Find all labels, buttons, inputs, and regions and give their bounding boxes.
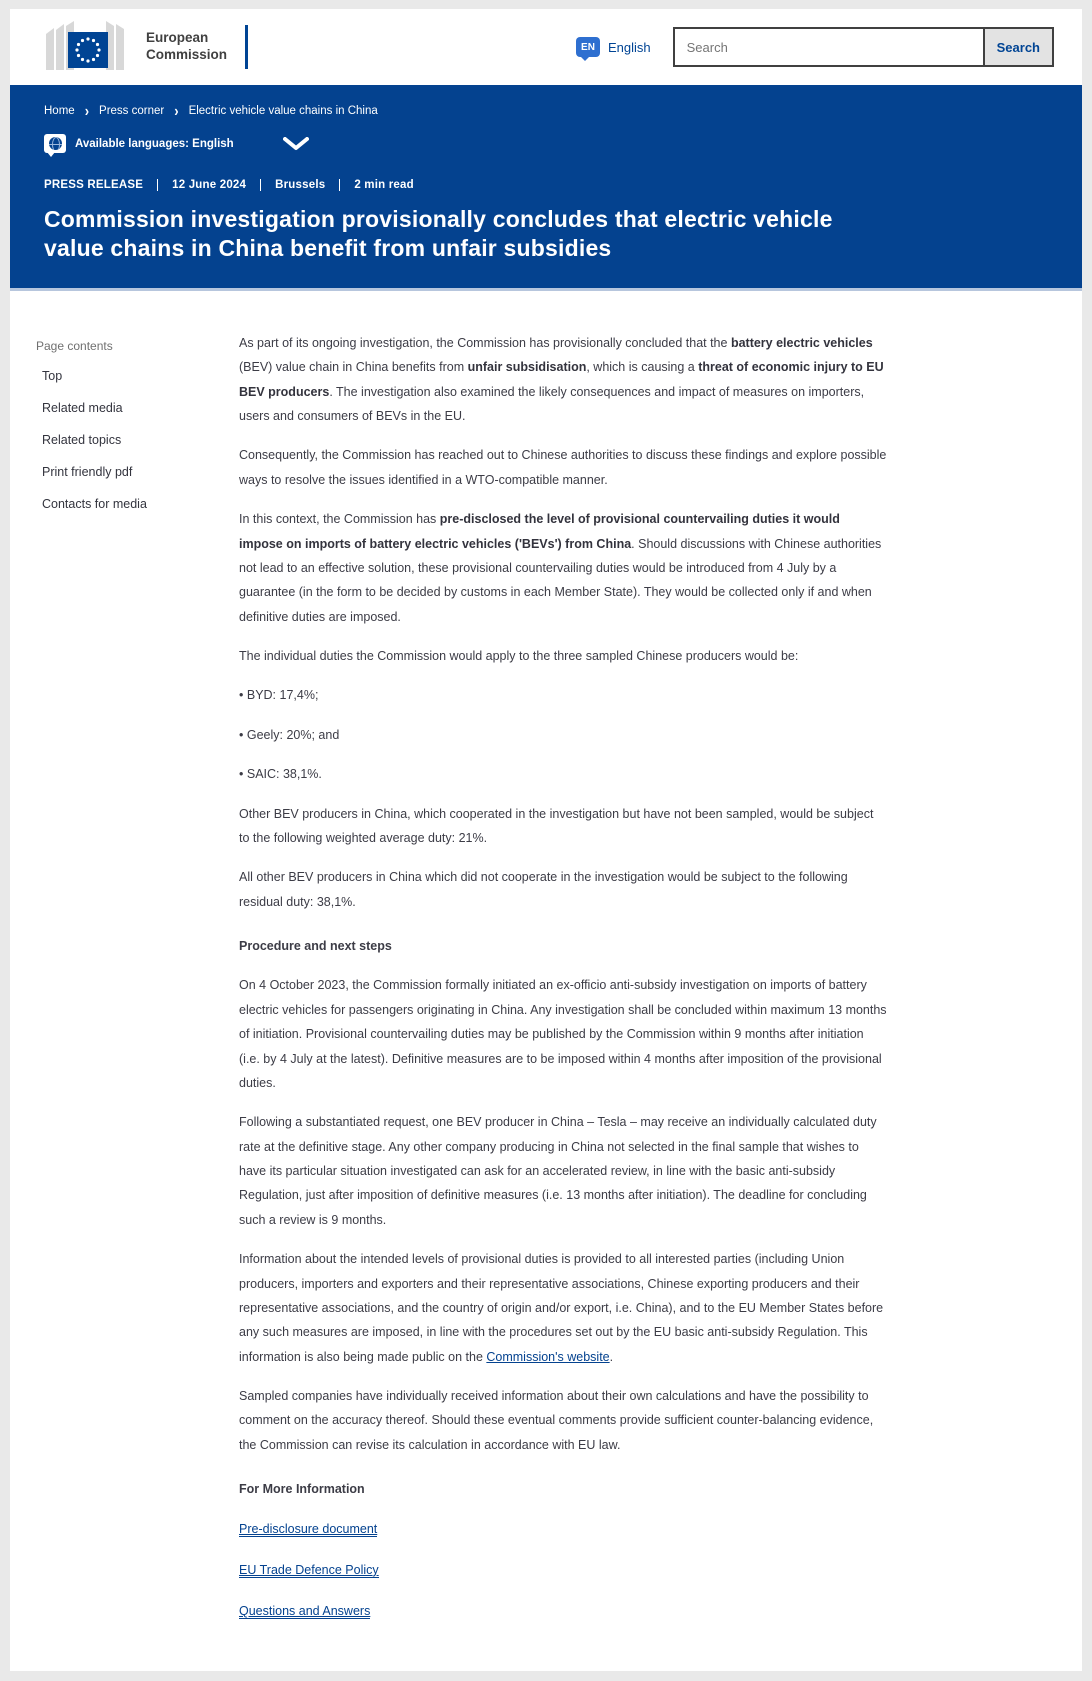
article-link-row (239, 1599, 887, 1623)
ec-logo[interactable] (44, 20, 248, 74)
article-paragraph (239, 443, 887, 492)
text: Following a substantiated request, one BEV producer in China – Tesla – may receive an individually calculated duty rate at the definitive stage. Any other company producing in China not selected in the final sample that wishes to have its particular situation investigated can ask for an accelerated review, in line with the basic anti-subsidy Regulation, just after imposition of definitive measures (i.e. 13 months after initiation). The deadline for concluding such a review is 9 months. (239, 1115, 877, 1227)
article-paragraph (239, 331, 887, 429)
search-input[interactable] (673, 27, 983, 67)
article-paragraph (239, 1247, 887, 1369)
text: As part of its ongoing investigation, the Commission has provisionally concluded that the (239, 335, 731, 350)
text: The individual duties the Commission would apply to the three sampled Chinese producers would be: (239, 649, 799, 663)
article-link[interactable]: EU Trade Defence Policy (239, 1562, 379, 1577)
text: (BEV) value chain in China benefits from (239, 360, 468, 375)
language-badge-icon: EN (576, 37, 600, 57)
text: All other BEV producers in China which did not cooperate in the investigation would be subject to the following residual duty: 38,1%. (239, 870, 848, 909)
breadcrumb-separator-icon: › (84, 101, 90, 120)
sidebar-item-top[interactable]: Top (42, 368, 63, 383)
article-heading: For More Information (239, 1482, 365, 1497)
text: Sampled companies have individually received information about their own calculations and have the possibility to comment on the accuracy thereof. Should these eventual comments provide sufficient counter-balancing evidence, the Commission can revise its calculation in accordance with EU law. (239, 1389, 874, 1452)
bold-text: battery electric vehicles (730, 335, 873, 350)
article-link[interactable]: Questions and Answers (239, 1604, 371, 1619)
article-paragraph (239, 507, 887, 629)
article-paragraph (239, 973, 887, 1095)
page-contents-sidebar (34, 329, 239, 1641)
text: Other BEV producers in China, which cooperated in the investigation but have not been sampled, would be subject to the following weighted average duty: 21%. (239, 806, 874, 845)
ec-flag-icon (44, 20, 136, 74)
text: In this context, the Commission has (239, 512, 440, 527)
article-paragraph (239, 802, 887, 851)
ec-logo-text: European Commission (146, 30, 228, 62)
sidebar-item-related-topics[interactable]: Related topics (42, 432, 122, 447)
text: , which is causing a (586, 360, 699, 375)
page-title: Commission investigation provisionally concludes that electric vehicle value chains in China benefit from unfair subsidies (44, 206, 833, 262)
meta-read-time: 2 min read (354, 179, 414, 191)
sidebar-item-contacts-for-media[interactable]: Contacts for media (42, 496, 147, 511)
article-paragraph (239, 1384, 887, 1457)
press-meta (44, 179, 1048, 191)
sidebar-nav (34, 369, 239, 511)
article-paragraph (239, 865, 887, 914)
meta-type: PRESS RELEASE (44, 179, 158, 191)
sidebar-item-related-media[interactable]: Related media (42, 400, 123, 415)
sidebar-item-print-friendly-pdf[interactable]: Print friendly pdf (42, 464, 133, 479)
article-paragraph (239, 644, 887, 668)
article-link-row (239, 1517, 887, 1541)
chevron-down-icon[interactable] (283, 137, 309, 151)
breadcrumb-separator-icon: › (174, 101, 179, 120)
article-bullet (239, 762, 887, 786)
header-right (576, 27, 1054, 67)
language-label: English (607, 39, 651, 55)
page (10, 9, 1082, 1671)
meta-date: 12 June 2024 (158, 179, 261, 191)
available-languages[interactable] (44, 134, 309, 153)
text: Consequently, the Commission has reached out to Chinese authorities to discuss these findings and explore possible ways to resolve the issues identified in a WTO-compatible manner. (239, 448, 887, 487)
bold-text: threat of economic injury to EU BEV producers (239, 360, 884, 399)
breadcrumb-item[interactable]: Press corner (99, 104, 165, 117)
article-bullet (239, 723, 887, 747)
breadcrumb-item[interactable]: Home (44, 104, 75, 117)
search-group (673, 27, 1054, 67)
text: . Should discussions with Chinese authorities not lead to an effective solution, these provisional countervailing duties would be introduced from 4 July by a guarantee (in the form to be decided by customs in each Member State). They would be collected only if and when definitive duties are imposed. (239, 536, 882, 624)
text: BYD: 17,4%; (246, 688, 319, 703)
article-body (239, 329, 887, 1641)
article-heading: Procedure and next steps (239, 939, 392, 953)
sidebar-title: Page contents (36, 338, 113, 353)
text: Geely: 20%; and (246, 727, 340, 742)
logo-divider (245, 25, 248, 69)
meta-location: Brussels (261, 179, 340, 191)
breadcrumb (44, 99, 1048, 118)
search-button[interactable]: Search (983, 27, 1054, 67)
text: On 4 October 2023, the Commission formally initiated an ex-officio anti-subsidy investigation on imports of battery electric vehicles for passengers originating in China. Any investigation shall be concluded within maximum 13 months of initiation. Provisional countervailing duties may be published by the Commission within 9 months after initiation (i.e. by 4 July at the latest). Definitive measures are to be imposed within 4 months after imposition of the provisional duties. (239, 978, 887, 1090)
text: . The investigation also examined the likely consequences and impact of measures on importers, users and consumers of BEVs in the EU. (239, 384, 865, 423)
text: Information about the intended levels of provisional duties is provided to all interested parties (including Union producers, importers and exporters and their representative associations, Chinese exporting producers and their representative associations, and the country of origin and/or export, i.e. China), and to the EU Member States before any such measures are imposed, in line with the procedures set out by the EU basic anti-subsidy Regulation. This information is also being made public on the (239, 1252, 884, 1364)
available-languages-label: Available languages: English (75, 137, 234, 150)
available-languages-icon (44, 134, 66, 153)
bold-text: pre-disclosed the level of provisional countervailing duties it would impose on imports of battery electric vehicles ('BEVs') from China (239, 512, 840, 551)
article-link-row (239, 1558, 887, 1582)
bold-text: unfair subsidisation (467, 360, 587, 375)
text: . (609, 1349, 614, 1364)
article-bullet (239, 683, 887, 707)
language-selector[interactable] (576, 37, 651, 57)
hero-band (10, 85, 1082, 291)
content (10, 291, 1082, 1671)
text: SAIC: 38,1%. (246, 767, 322, 782)
breadcrumb-item[interactable]: Electric vehicle value chains in China (188, 104, 378, 117)
site-header (10, 9, 1082, 85)
article-paragraph (239, 1110, 887, 1232)
article-link[interactable]: Pre-disclosure document (239, 1521, 378, 1536)
inline-link[interactable]: Commission's website (486, 1349, 610, 1364)
